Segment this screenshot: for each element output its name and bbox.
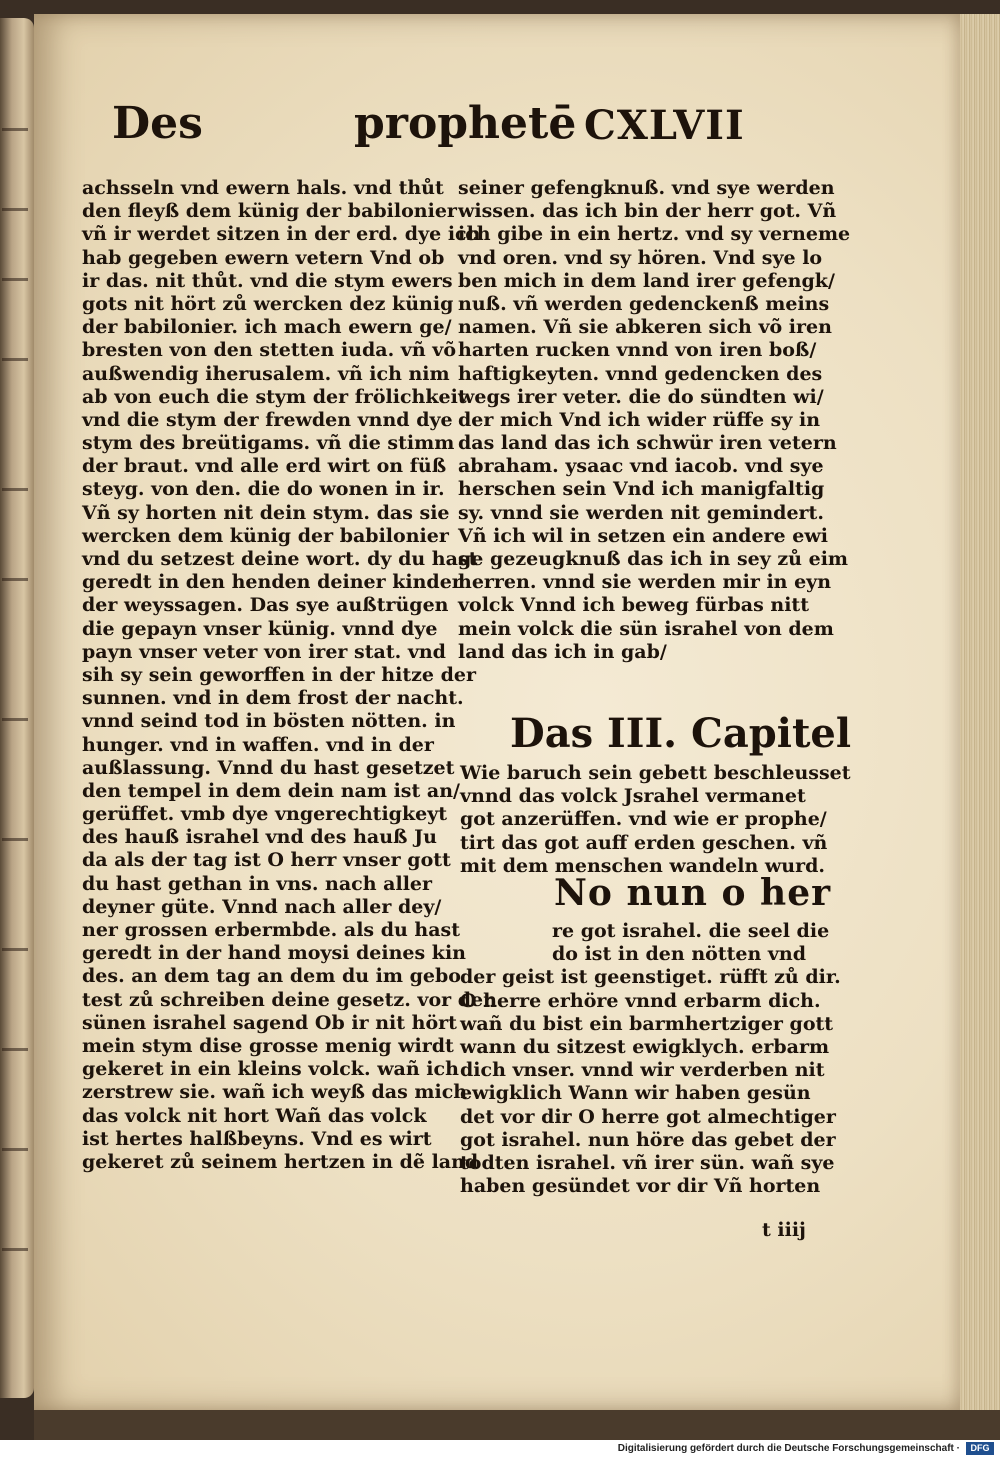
text-line: der babilonier. ich mach ewern ge/	[82, 316, 452, 339]
text-line: got anzerüffen. vnd wie er prophe/	[460, 808, 827, 831]
text-line: den tempel in dem dein nam ist an/	[82, 779, 460, 802]
text-line: gekeret in ein kleins volck. wañ ich	[82, 1058, 459, 1081]
left-page-edge	[0, 18, 34, 1398]
text-line: sih sy sein geworffen in der hitze der	[82, 663, 476, 686]
text-line: gekeret zů seinem hertzen in dẽ land	[82, 1150, 479, 1173]
text-line: vnd oren. vnd sy hören. Vnd sye lo	[458, 246, 823, 269]
left-text-column	[82, 177, 497, 1174]
text-line: der braut. vnd alle erd wirt on füß	[82, 455, 447, 478]
text-line: des. an dem tag an dem du im gebo	[82, 965, 461, 988]
text-line: das volck nit hort Wañ das volck	[82, 1104, 427, 1127]
footer-credit: Digitalisierung gefördert durch die Deutsche Forschungsgemeinschaft ·	[617, 1443, 960, 1454]
text-line: das land das ich schwür iren vetern	[458, 432, 837, 455]
text-line: sunnen. vnd in dem frost der nacht.	[82, 687, 464, 710]
text-line: ir das. nit thůt. vnd die stym ewers	[82, 269, 453, 292]
text-line: der weyssagen. Das sye außtrügen	[82, 594, 449, 617]
text-line: land das ich in gab/	[458, 640, 667, 663]
text-line: die gepayn vnser künig. vnnd dye	[82, 617, 438, 640]
text-line: den fleyß dem künig der babilonier	[82, 200, 457, 223]
text-line: sünen israhel sagend Ob ir nit hört	[82, 1011, 457, 1034]
text-line: test zů schreiben deine gesetz. vor den	[82, 988, 497, 1011]
text-line: geredt in den henden deiner kinder	[82, 571, 462, 594]
right-text-column-body	[460, 920, 841, 1198]
text-line: da als der tag ist O herr vnser gott	[82, 849, 451, 872]
text-line: mein volck die sün israhel von dem	[458, 617, 834, 640]
text-line: re got israhel. die seel die	[552, 920, 830, 942]
text-line: ab von euch die stym der frölichkeit	[82, 385, 467, 408]
book-fore-edge	[960, 14, 1000, 1410]
text-line: ewigklich Wann wir haben gesün	[460, 1082, 811, 1105]
text-line: tirt das got auff erden geschen. vñ	[460, 831, 828, 854]
footer-bar	[0, 1440, 1000, 1459]
text-line: vnnd seind tod in bösten nötten. in	[82, 710, 456, 733]
text-line: dich vnser. vnnd wir verderben nit	[460, 1059, 825, 1082]
text-line: vnnd das volck Jsrahel vermanet	[460, 785, 806, 808]
text-line: stym des breütigams. vñ die stimm	[82, 432, 455, 455]
text-line: do ist in den nötten vnd	[552, 943, 807, 966]
text-line: got israhel. nun höre das gebet der	[460, 1128, 836, 1151]
book-page	[34, 14, 960, 1410]
text-line: volck Vnnd ich beweg fürbas nitt	[458, 594, 809, 617]
text-line: ich gibe in ein hertz. vnd sy verneme	[458, 223, 851, 246]
text-line: geredt in der hand moysi deines kin	[82, 942, 466, 965]
text-line: hab gegeben ewern vetern Vnd ob	[82, 246, 445, 269]
text-line: Wie baruch sein gebett beschleusset	[460, 762, 851, 784]
text-line: herren. vnnd sie werden mir in eyn	[458, 571, 832, 594]
text-line: namen. Vñ sie abkeren sich võ iren	[458, 316, 832, 339]
text-line: mein stym dise grosse menig wirdt	[82, 1034, 454, 1057]
chapter-heading: Das III. Capitel	[510, 710, 852, 757]
text-line: bresten von den stetten iuda. vñ võ	[82, 339, 456, 362]
signature-mark: t iiij	[762, 1219, 806, 1241]
text-line: O herre erhöre vnnd erbarm dich.	[460, 989, 821, 1012]
initial-line: No nun o her	[554, 872, 832, 914]
text-line: achsseln vnd ewern hals. vnd thůt	[82, 177, 444, 199]
text-line: ist hertes halßbeyns. Vnd es wirt	[82, 1127, 432, 1150]
text-line: vnd die stym der frewden vnnd dye	[82, 408, 453, 431]
text-line: deyner güte. Vnnd nach aller dey/	[82, 895, 442, 918]
text-line: hunger. vnd in waffen. vnd in der	[82, 733, 434, 756]
text-line: ner grossen erbermbde. als du hast	[82, 919, 461, 941]
running-head-title: prophetē	[354, 98, 577, 149]
text-line: mit dem menschen wandeln wurd.	[460, 854, 825, 877]
text-line: abraham. ysaac vnd iacob. vnd sye	[458, 455, 824, 478]
text-line: gerüffet. vmb dye vngerechtigkeyt	[82, 803, 448, 826]
text-line: du hast gethan in vns. nach aller	[82, 872, 433, 895]
running-head	[34, 98, 960, 158]
text-line: ben mich in dem land irer gefengk/	[458, 269, 835, 292]
text-line: der geist ist geenstiget. rüfft zů dir.	[460, 966, 841, 989]
text-line: Vñ sy horten nit dein stym. das sie	[82, 501, 450, 524]
text-line: todten israhel. vñ irer sün. wañ sye	[460, 1151, 835, 1174]
text-line: det vor dir O herre got almechtiger	[460, 1105, 836, 1128]
text-line: seiner gefengknuß. vnd sye werden	[458, 177, 835, 199]
text-line: payn vnser veter von irer stat. vnd	[82, 640, 446, 663]
text-line: Vñ ich wil in setzen ein andere ewi	[458, 524, 828, 547]
text-line: gots nit hört zů wercken dez künig	[82, 292, 454, 315]
text-line: des hauß israhel vnd des hauß Ju	[82, 826, 437, 849]
text-line: zerstrew sie. wañ ich weyß das mich	[82, 1081, 468, 1104]
text-line: der mich Vnd ich wider rüffe sy in	[458, 408, 821, 431]
text-line: wegs irer veter. die do sündten wi/	[458, 385, 824, 408]
text-line: vñ ir werdet sitzen in der erd. dye ich	[82, 223, 481, 246]
text-line: außlassung. Vnnd du hast gesetzet	[82, 756, 455, 779]
text-line: vnd du setzest deine wort. dy du hast	[82, 548, 478, 570]
right-text-column-top	[458, 177, 851, 664]
text-line: steyg. von den. die do wonen in ir.	[82, 478, 445, 501]
running-head-left: Des	[112, 98, 203, 149]
bottom-shadow	[34, 1410, 1000, 1440]
text-line: wercken dem künig der babilonier	[82, 524, 449, 547]
text-line: außwendig iherusalem. vñ ich nim	[82, 362, 450, 385]
text-line: wissen. das ich bin der herr got. Vñ	[458, 200, 837, 223]
dfg-logo: DFG	[966, 1442, 994, 1455]
text-line: herschen sein Vnd ich manigfaltig	[458, 478, 825, 501]
text-line: haftigkeyten. vnnd gedencken des	[458, 362, 823, 385]
text-line: nuß. vñ werden gedenckenß meins	[458, 292, 830, 315]
folio-number: CXLVII	[584, 102, 745, 149]
text-line: sy. vnnd sie werden nit gemindert.	[458, 501, 824, 524]
text-line: haben gesündet vor dir Vñ horten	[460, 1175, 821, 1198]
text-line: wañ du bist ein barmhertziger gott	[460, 1012, 834, 1035]
text-line: harten rucken vnnd von iren boß/	[458, 339, 817, 362]
text-line: ge gezeugknuß das ich in sey zů eim	[458, 548, 849, 570]
chapter-summary	[460, 762, 851, 878]
text-line: wann du sitzest ewigklych. erbarm	[460, 1035, 830, 1058]
